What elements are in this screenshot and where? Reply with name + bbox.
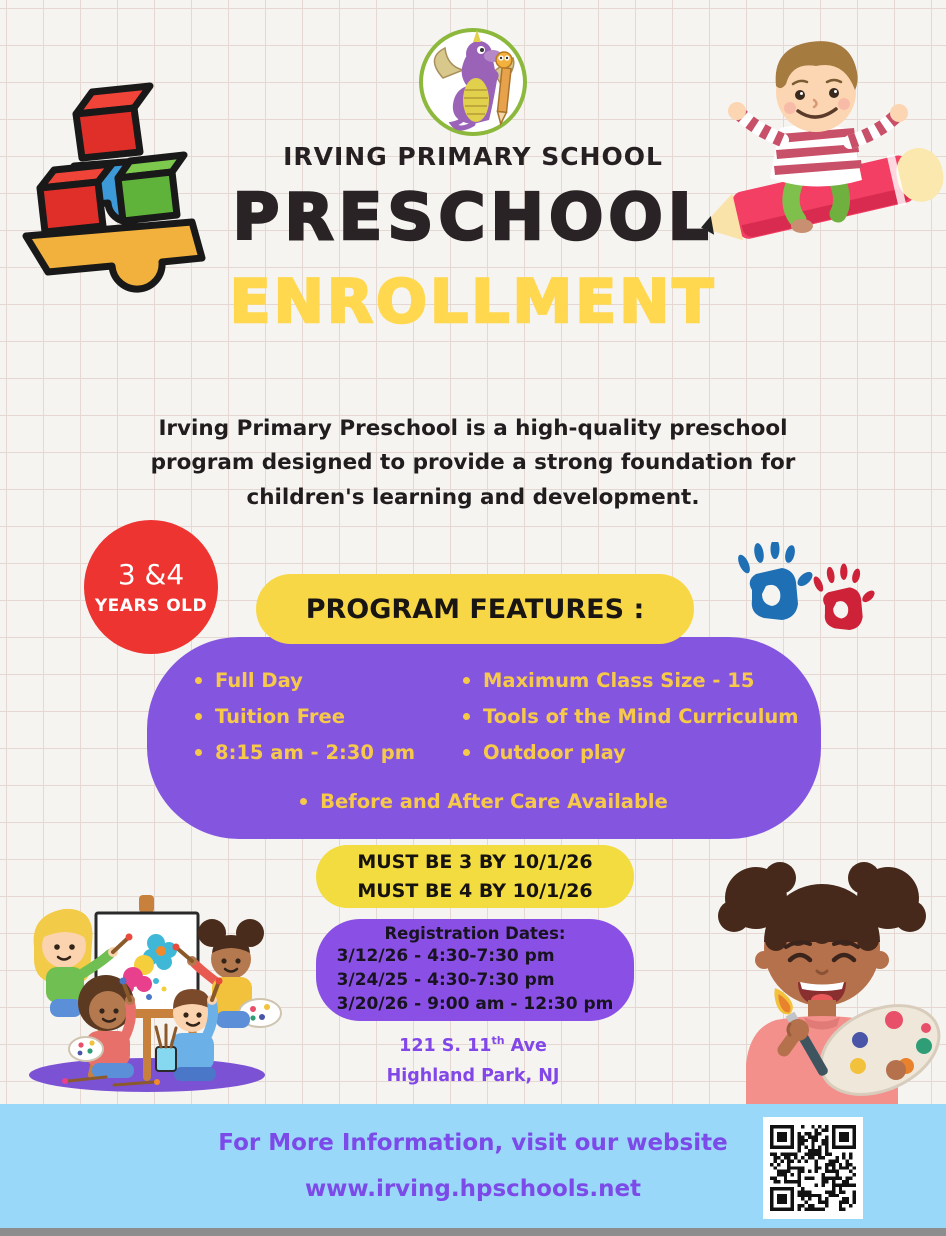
flyer-title-enrollment: ENROLLMENT	[229, 267, 717, 337]
footer-bar	[0, 1104, 946, 1228]
feature-item: Full Day	[195, 669, 463, 692]
school-name: IRVING PRIMARY SCHOOL	[283, 142, 663, 171]
bottom-edge-bar	[0, 1228, 946, 1236]
age-badge-ages: 3 &4	[117, 558, 185, 591]
registration-dates	[337, 944, 614, 1016]
footer-website-url[interactable]: www.irving.hpschools.net	[304, 1176, 642, 1202]
program-features-heading: PROGRAM FEATURES :	[256, 574, 694, 644]
feature-item: Before and After Care Available	[300, 790, 668, 813]
eligibility-line-1: MUST BE 3 BY 10/1/26	[357, 851, 593, 873]
age-badge-label: YEARS OLD	[94, 596, 208, 616]
qr-code[interactable]	[763, 1117, 863, 1219]
program-features-panel	[147, 637, 821, 839]
girl-paintbrush-palette-illustration	[698, 852, 946, 1104]
feature-item: Tools of the Mind Curriculum	[463, 705, 799, 728]
intro-paragraph: Irving Primary Preschool is a high-quality preschool program designed to provide a strong foundation for children's learning and development.	[150, 416, 796, 510]
feature-item: Maximum Class Size - 15	[463, 669, 799, 692]
eligibility-line-2: MUST BE 4 BY 10/1/26	[357, 879, 593, 902]
registration-date: 3/12/26 - 4:30-7:30 pm	[336, 945, 555, 966]
footer-info-text: For More Information, visit our website	[218, 1130, 728, 1156]
address-street: 121 S. 11th Ave	[399, 1034, 547, 1056]
feature-item: Outdoor play	[463, 741, 799, 764]
features-list-bottom	[147, 790, 821, 813]
handprints-decoration	[724, 542, 878, 646]
school-logo-dragon-mascot	[417, 26, 529, 138]
features-list-right	[463, 669, 799, 777]
registration-date: 3/20/26 - 9:00 am - 12:30 pm	[336, 994, 614, 1015]
feature-item: 8:15 am - 2:30 pm	[195, 741, 463, 764]
qr-code-pattern	[770, 1125, 856, 1211]
flyer-title-preschool: PRESCHOOL	[232, 181, 714, 255]
kids-painting-easel-illustration	[6, 850, 290, 1098]
features-list-left	[195, 669, 463, 777]
eligibility-pill	[316, 845, 634, 908]
feature-item: Tuition Free	[195, 705, 463, 728]
registration-date: 3/24/25 - 4:30-7:30 pm	[336, 969, 555, 990]
age-badge	[84, 520, 218, 654]
address-city: Highland Park, NJ	[386, 1065, 560, 1086]
registration-pill	[316, 919, 634, 1021]
registration-heading: Registration Dates:	[384, 923, 566, 943]
